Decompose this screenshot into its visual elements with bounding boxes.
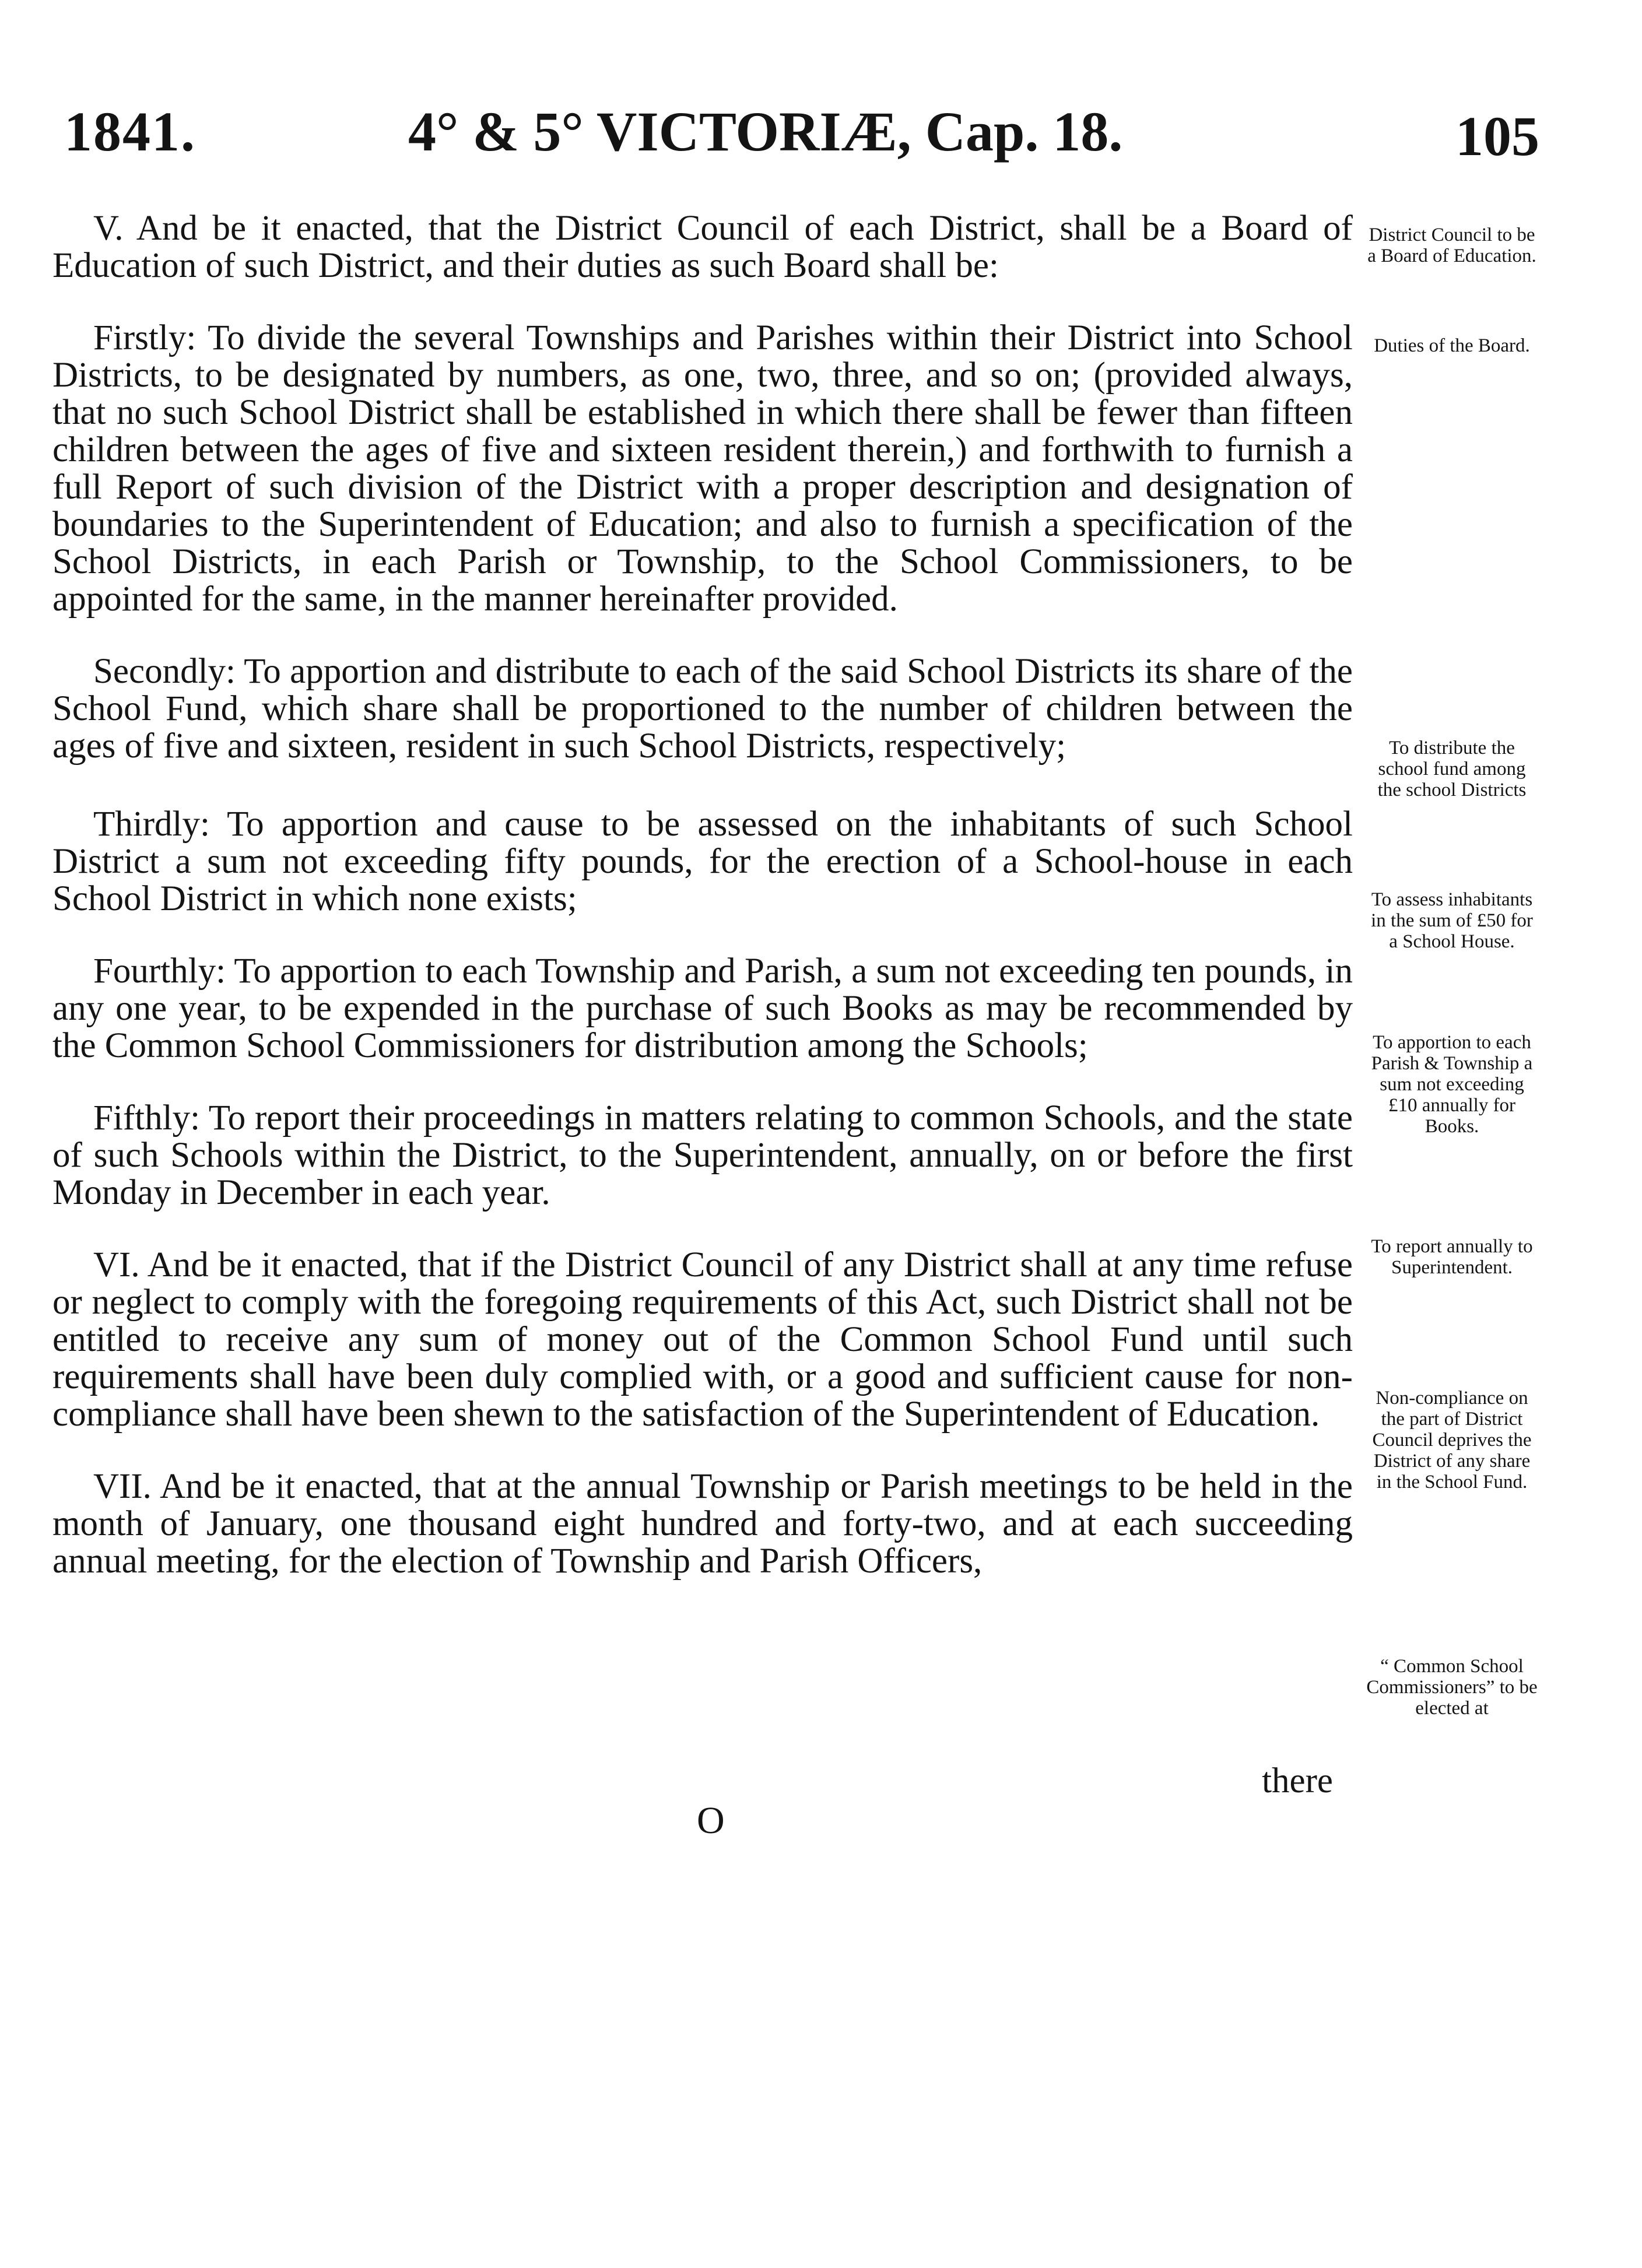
- thirdly-paragraph: Thirdly: To apportion and cause to be assessed on the inhabitants of such School District a sum not exceeding fifty pounds, for the erection of a School-house in each School District in which none exists;: [52, 805, 1353, 918]
- signature-mark: O: [697, 1799, 725, 1842]
- firstly-paragraph: Firstly: To divide the several Townships and Parishes within their District into School Districts, to be designated by numbers, as one, two, three, and so on; (provided always, that no such School District shall be established in which there shall be fewer than fifteen children between the ages of five and sixteen resident therein,) and forthwith to furnish a full Report of such division of the District with a proper description and designation of boundaries to the Superintendent of Education; and also to furnish a specification of the School Districts, in each Parish or Township, to the School Commissioners, to be appointed for the same, in the manner hereinafter provided.: [52, 318, 1353, 619]
- header-year: 1841.: [64, 100, 196, 163]
- margin-note-assess: To assess inhabitants in the sum of £50 for a School House.: [1371, 889, 1533, 952]
- margin-note-board: District Council to be a Board of Education.: [1367, 224, 1536, 266]
- margin-note-report: To report annually to Superintendent.: [1371, 1236, 1533, 1278]
- section-vii-paragraph: VII. And be it enacted, that at the annual Township or Parish meetings to be held in the month of January, one thousand eight hundred and forty-two, and at each succeeding annual meeting, for the election of Township and Parish Officers,: [52, 1467, 1353, 1581]
- fifthly-paragraph: Fifthly: To report their proceedings in matters relating to common Schools, and the state of such Schools within the District, to the Superintendent, annually, on or before the first Monday in December in each year.: [52, 1098, 1353, 1212]
- margin-note-commissioners: “ Common School Commissioners” to be elected at: [1366, 1656, 1538, 1719]
- page-header: [64, 99, 1539, 187]
- secondly-paragraph: Secondly: To apportion and distribute to each of the said School Districts its share of the School Fund, which share shall be proportioned to the number of children between the ages of five and sixteen, resident in such School Districts, respectively;: [52, 652, 1353, 766]
- margin-note-noncompliance: Non-compliance on the part of District Council deprives the District of any share in the School Fund.: [1372, 1388, 1532, 1493]
- fourthly-paragraph: Fourthly: To apportion to each Township and Parish, a sum not exceeding ten pounds, in any one year, to be expended in the purchase of such Books as may be recommended by the Common School Commissioners for distribution among the Schools;: [52, 952, 1353, 1065]
- section-vi-paragraph: VI. And be it enacted, that if the District Council of any District shall at any time refuse or neglect to comply with the foregoing requirements of this Act, such District shall not be entitled to receive any sum of money out of the Common School Fund until such requirements shall have been duly complied with, or a good and sufficient cause for non-compliance shall have been shewn to the satisfaction of the Superintendent of Education.: [52, 1245, 1353, 1434]
- main-text: [52, 210, 1353, 1580]
- section-v-paragraph: V. And be it enacted, that the District Council of each District, shall be a Board of Education of such District, and their duties as such Board shall be:: [52, 209, 1353, 285]
- catchword: there: [1262, 1761, 1333, 1800]
- header-title: 4° & 5° VICTORIÆ, Cap. 18.: [408, 100, 1123, 163]
- margin-note-distribute: To distribute the school fund among the school Districts: [1377, 738, 1527, 801]
- margin-note-duties: Duties of the Board.: [1374, 335, 1530, 356]
- margin-note-books: To apportion to each Parish & Township a sum not exceeding £10 annually for Books.: [1371, 1032, 1533, 1137]
- header-page-number: 105: [1455, 105, 1539, 167]
